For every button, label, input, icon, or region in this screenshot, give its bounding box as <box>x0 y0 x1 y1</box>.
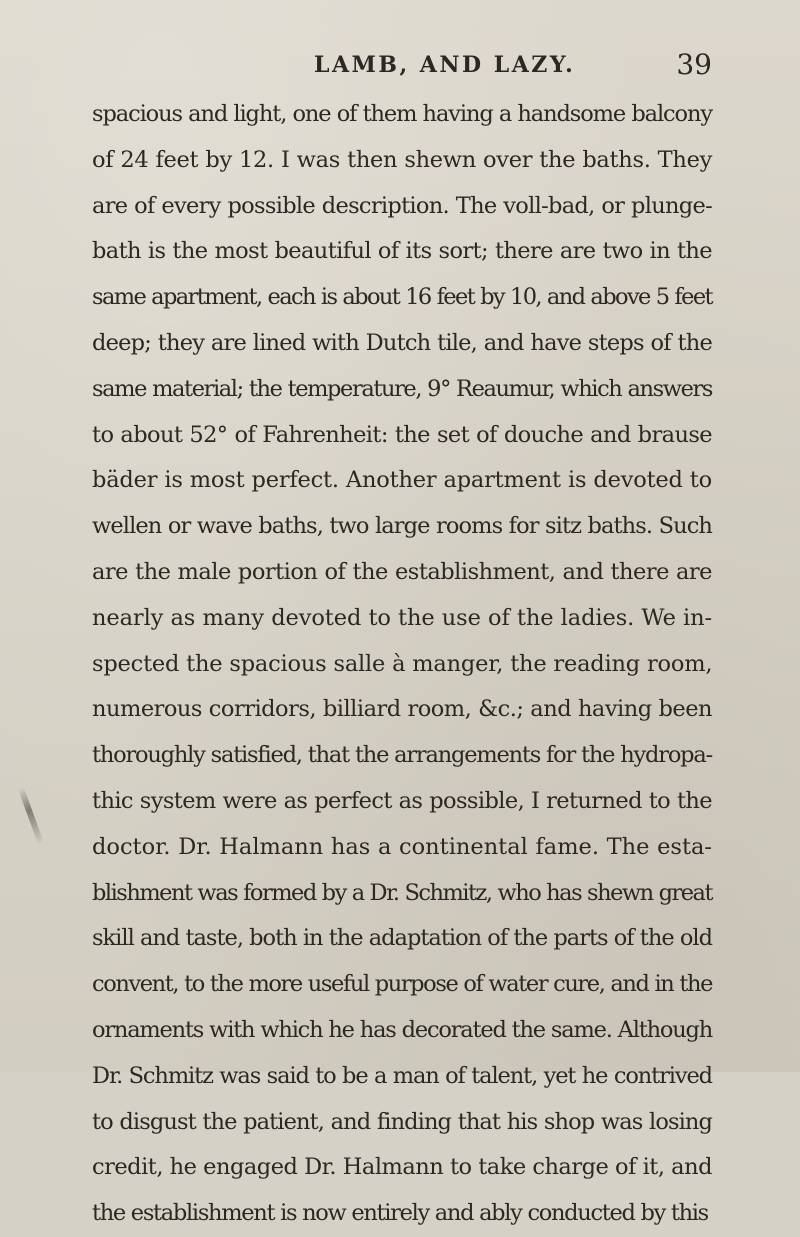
text-line: spacious and light, one of them having a handsome balcony <box>92 101 712 127</box>
text-line: are the male portion of the establishment, and there are <box>92 558 712 585</box>
text-line: same material; the temperature, 9° Reaumur, which answers <box>92 375 712 402</box>
text-line: to disgust the patient, and finding that his shop was losing <box>92 1108 712 1135</box>
text-line: convent, to the more useful purpose of water cure, and in the <box>92 971 712 998</box>
page-header <box>92 48 712 88</box>
ink-smudge <box>18 787 44 845</box>
text-line: of 24 feet by 12. I was then shewn over the baths. They <box>92 146 712 173</box>
text-line: skill and taste, both in the adaptation of the parts of the old <box>92 925 712 952</box>
text-line: doctor. Dr. Halmann has a continental fame. The esta- <box>92 833 712 860</box>
text-line: numerous corridors, billiard room, &c.; and having been <box>92 696 712 723</box>
text-line: same apartment, each is about 16 feet by 10, and above 5 feet <box>92 284 712 311</box>
running-title: LAMB, AND LAZY. <box>314 52 576 78</box>
text-line: thic system were as perfect as possible, I returned to the <box>92 787 712 814</box>
text-line: deep; they are lined with Dutch tile, and have steps of the <box>92 329 712 356</box>
text-line: ornaments with which he has decorated the same. Although <box>92 1016 712 1043</box>
text-line: blishment was formed by a Dr. Schmitz, who has shewn great <box>92 879 712 906</box>
text-line: credit, he engaged Dr. Halmann to take charge of it, and <box>92 1154 712 1181</box>
text-line: the establishment is now entirely and ably conducted by this <box>92 1200 708 1227</box>
text-line: to about 52° of Fahrenheit: the set of douche and brause <box>92 421 712 448</box>
body-text <box>92 92 712 1237</box>
text-line: are of every possible description. The voll-bad, or plunge- <box>92 192 712 219</box>
page-number: 39 <box>676 48 712 81</box>
text-line: bath is the most beautiful of its sort; there are two in the <box>92 238 712 265</box>
text-line: spected the spacious salle à manger, the reading room, <box>92 650 713 677</box>
text-line: Dr. Schmitz was said to be a man of talent, yet he contrived <box>92 1062 712 1089</box>
text-line: wellen or wave baths, two large rooms for sitz baths. Such <box>92 513 712 540</box>
text-line: nearly as many devoted to the use of the ladies. We in- <box>92 604 712 631</box>
text-line: thoroughly satisfied, that the arrangements for the hydropa- <box>92 742 712 769</box>
text-line: bäder is most perfect. Another apartment is devoted to <box>92 467 712 494</box>
